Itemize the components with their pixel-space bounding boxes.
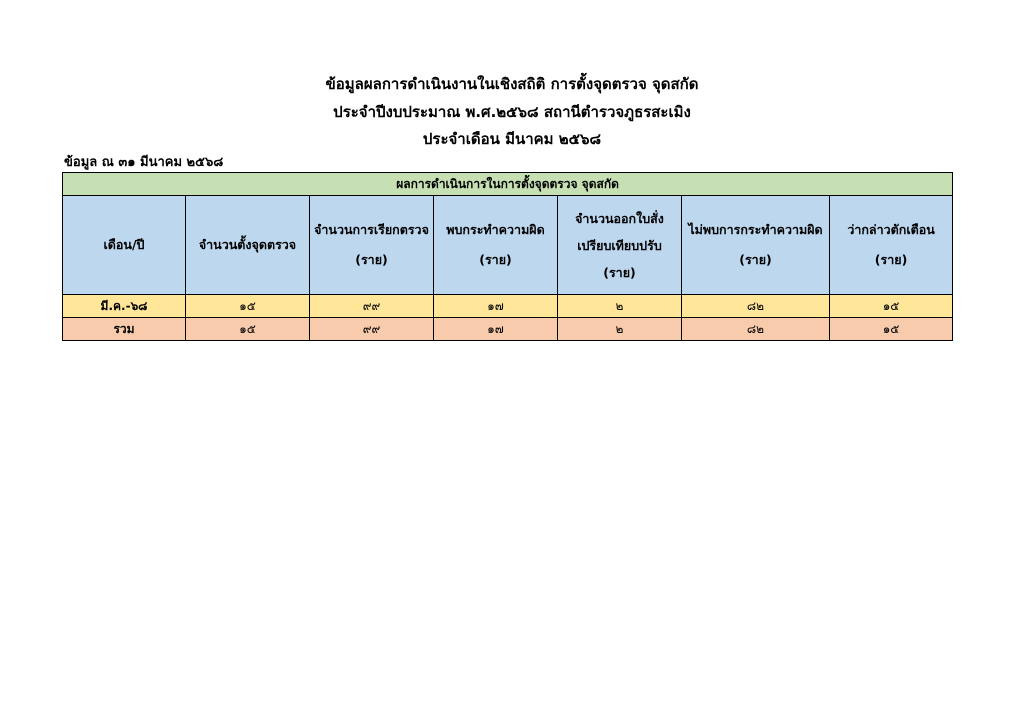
cell-tickets: ๒ (558, 318, 682, 341)
header-checkpoints-set: จำนวนตั้งจุดตรวจ (186, 196, 310, 295)
header-inspections: จำนวนการเรียกตรวจ (ราย) (310, 196, 434, 295)
cell-warnings: ๑๕ (830, 295, 953, 318)
row-label: รวม (63, 318, 186, 341)
header-tickets-issued: จำนวนออกใบสั่ง เปรียบเทียบปรับ (ราย) (558, 196, 682, 295)
checkpoint-results-table (62, 172, 953, 341)
document-title-line3: ประจำเดือน มีนาคม ๒๕๖๘ (422, 130, 602, 148)
document-title-line1: ข้อมูลผลการดำเนินงานในเชิงสถิติ การตั้งจุดตรวจ จุดสกัด (325, 75, 699, 93)
header-month-year: เดือน/ปี (63, 196, 186, 295)
cell-warnings: ๑๕ (830, 318, 953, 341)
cell-offenses: ๑๗ (434, 295, 558, 318)
cell-tickets: ๒ (558, 295, 682, 318)
document-title-line2: ประจำปีงบประมาณ พ.ศ.๒๕๖๘ สถานีตำรวจภูธรสะเมิง (333, 103, 691, 121)
data-as-of-date: ข้อมูล ณ ๓๑ มีนาคม ๒๕๖๘ (64, 155, 224, 170)
cell-no-offense: ๘๒ (682, 295, 830, 318)
cell-checkpoints: ๑๕ (186, 295, 310, 318)
cell-offenses: ๑๗ (434, 318, 558, 341)
cell-checkpoints: ๑๕ (186, 318, 310, 341)
cell-inspections: ๙๙ (310, 318, 434, 341)
cell-inspections: ๙๙ (310, 295, 434, 318)
table-header-row (63, 196, 953, 295)
header-no-offense: ไม่พบการกระทำความผิด (ราย) (682, 196, 830, 295)
table-row-month (63, 295, 953, 318)
table-row-total (63, 318, 953, 341)
header-warnings: ว่ากล่าวตักเตือน (ราย) (830, 196, 953, 295)
row-label: มี.ค.-๖๘ (63, 295, 186, 318)
header-offenses-found: พบกระทำความผิด (ราย) (434, 196, 558, 295)
cell-no-offense: ๘๒ (682, 318, 830, 341)
table-band-row (63, 173, 953, 196)
table-band-title: ผลการดำเนินการในการตั้งจุดตรวจ จุดสกัด (63, 173, 953, 196)
